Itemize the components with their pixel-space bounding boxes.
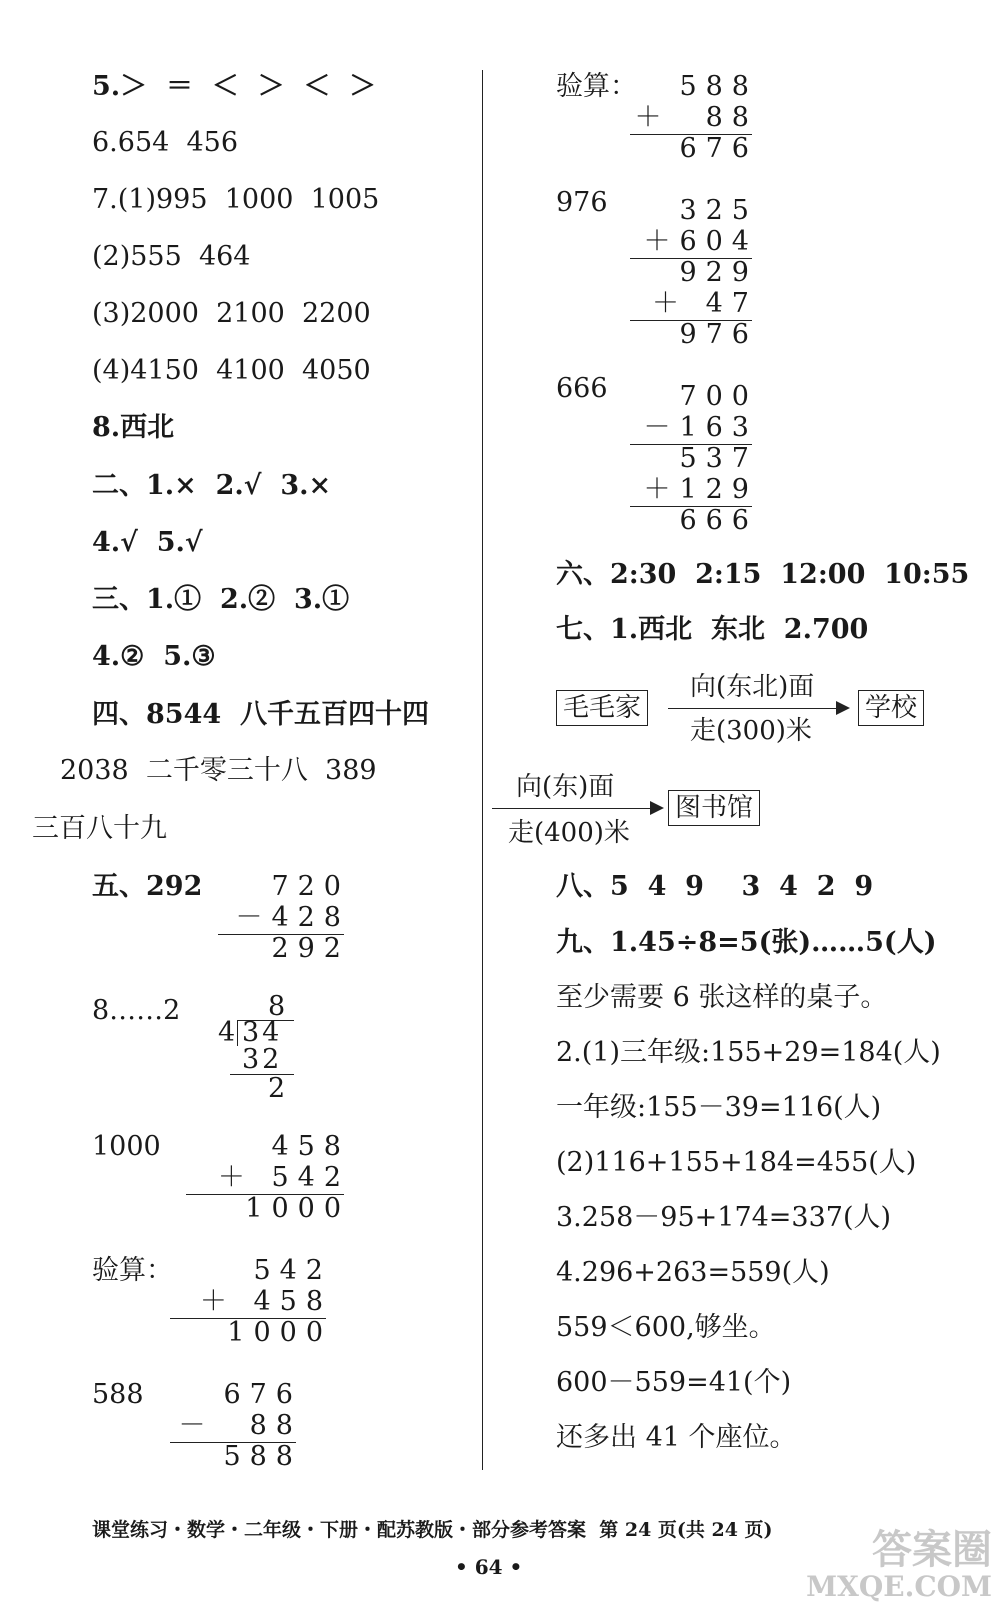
answer-976: 976 bbox=[556, 187, 608, 218]
section-9-line-5: (2)116+155+184=455(人) bbox=[556, 1147, 917, 1178]
answer-7-3: (3)2000 2100 2200 bbox=[92, 298, 371, 329]
section-9-line-10: 还多出 41 个座位。 bbox=[556, 1422, 797, 1453]
section-5-label: 五、292 bbox=[92, 871, 203, 902]
section-3-line-2: 4.② 5.③ bbox=[92, 641, 216, 672]
arrow-1 bbox=[668, 708, 848, 709]
arrow-2 bbox=[492, 808, 662, 809]
answer-666: 666 bbox=[556, 373, 608, 404]
section-6: 六、2:30 2:15 12:00 10:55 bbox=[556, 559, 970, 590]
section-9-line-2: 至少需要 6 张这样的桌子。 bbox=[556, 982, 888, 1013]
answer-7-1: 7.(1)995 1000 1005 bbox=[92, 184, 380, 215]
section-9-line-1: 九、1.45÷8=5(张)……5(人) bbox=[556, 927, 937, 958]
answer-6: 6.654 456 bbox=[92, 127, 238, 158]
answer-7-4: (4)4150 4100 4050 bbox=[92, 355, 371, 386]
watermark-logo bbox=[806, 1528, 992, 1602]
section-9-line-4: 一年级:155－39=116(人) bbox=[556, 1092, 882, 1123]
check-label-1: 验算： bbox=[92, 1255, 173, 1286]
division-label: 8……2 bbox=[92, 995, 181, 1026]
answer-1000: 1000 bbox=[92, 1131, 161, 1162]
route-1-distance: 走(300)米 bbox=[690, 716, 812, 746]
answer-5: 5.＞ ＝ ＜ ＞ ＜ ＞ bbox=[92, 71, 377, 102]
watermark-line-1: 答案圈 bbox=[872, 1526, 992, 1573]
watermark-line-2: MXQE.COM bbox=[806, 1570, 992, 1603]
box-school: 学校 bbox=[858, 690, 924, 726]
footer-text: 课堂练习・数学・二年级・下册・配苏教版・部分参考答案 第 24 页(共 24 页) bbox=[92, 1519, 773, 1541]
section-4-line-2: 2038 二千零三十八 389 bbox=[60, 755, 377, 786]
route-1-direction: 向(东北)面 bbox=[690, 672, 815, 702]
answer-7-2: (2)555 464 bbox=[92, 241, 251, 272]
section-9-line-6: 3.258－95+174=337(人) bbox=[556, 1202, 892, 1233]
section-4-line-1: 四、8544 八千五百四十四 bbox=[92, 699, 429, 730]
section-3-line-1: 三、1.① 2.② 3.① bbox=[92, 584, 350, 615]
section-4-line-3: 三百八十九 bbox=[32, 813, 167, 844]
section-9-line-3: 2.(1)三年级:155+29=184(人) bbox=[556, 1037, 941, 1068]
page-number: • 64 • bbox=[455, 1555, 523, 1579]
route-2-direction: 向(东)面 bbox=[516, 772, 615, 802]
section-2-line-1: 二、1.× 2.√ 3.× bbox=[92, 470, 332, 501]
box-library: 图书馆 bbox=[668, 790, 760, 826]
answer-588: 588 bbox=[92, 1379, 144, 1410]
section-8: 八、5 4 9 3 4 2 9 bbox=[556, 871, 874, 902]
section-7: 七、1.西北 东北 2.700 bbox=[556, 614, 869, 645]
section-9-line-7: 4.296+263=559(人) bbox=[556, 1257, 830, 1288]
section-9-line-8: 559＜600,够坐。 bbox=[556, 1312, 776, 1343]
section-9-line-9: 600－559=41(个) bbox=[556, 1367, 792, 1398]
check-label-2: 验算： bbox=[556, 71, 637, 102]
section-2-line-2: 4.√ 5.√ bbox=[92, 527, 203, 558]
route-2-distance: 走(400)米 bbox=[508, 818, 630, 848]
column-divider bbox=[482, 70, 483, 1470]
box-home: 毛毛家 bbox=[556, 690, 648, 726]
answer-8: 8.西北 bbox=[92, 412, 175, 443]
